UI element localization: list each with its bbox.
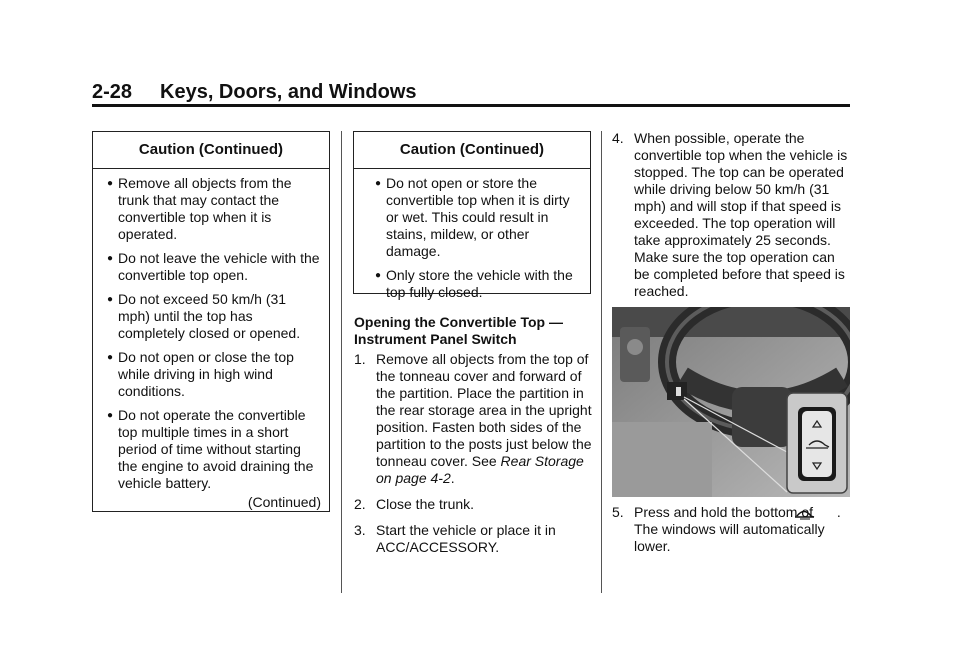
bullet-dot-icon: ● — [107, 253, 114, 264]
step-5: 5. Press and hold the bottom of . The windows will automatically lower. — [612, 504, 841, 554]
step-2: 2. Close the trunk. — [354, 496, 475, 512]
caution-box-middle — [353, 131, 591, 300]
caution-bullet: ● Only store the vehicle with the top fully closed. — [375, 267, 573, 300]
caution-bullet: ● Do not operate the convertible top multiple times in a short period of time without starting the engine to avoid draining the vehicle battery. — [107, 407, 314, 491]
bullet-dot-icon: ● — [107, 352, 114, 363]
bullet-dot-icon: ● — [107, 178, 114, 189]
section-heading: Opening the Convertible Top — Instrument Panel Switch — [354, 314, 563, 347]
step-3: 3. Start the vehicle or place it in ACC/ACCESSORY. — [354, 522, 556, 555]
continued-label: (Continued) — [247, 494, 321, 510]
caution-heading: Caution (Continued) — [354, 132, 590, 169]
page-title: Keys, Doors, and Windows — [160, 81, 417, 103]
cross-reference-link[interactable]: Rear Storage on page 4-2 — [376, 453, 584, 486]
convertible-top-icon — [817, 506, 837, 520]
bullet-dot-icon: ● — [375, 178, 382, 189]
steps-right-bottom — [612, 504, 852, 564]
steps-right-top — [612, 130, 852, 309]
bullet-dot-icon: ● — [375, 270, 382, 281]
caution-bullet: ● Do not leave the vehicle with the convertible top open. — [107, 250, 320, 283]
steering-wheel-illustration — [612, 307, 850, 497]
page-number: 2-28 — [92, 81, 133, 103]
bullet-dot-icon: ● — [107, 294, 114, 305]
column-divider-2 — [601, 131, 602, 593]
caution-bullet: ● Do not open or store the convertible top when it is dirty or wet. This could result in stains, mildew, or other damage. — [375, 175, 570, 259]
header-rule — [92, 104, 850, 107]
caution-bullet: ● Do not open or close the top while driving in high wind conditions. — [107, 349, 294, 399]
caution-bullet: ● Remove all objects from the trunk that may contact the convertible top when it is operated. — [107, 175, 292, 242]
step-4: 4. When possible, operate the convertible top when the vehicle is stopped. The top can be operated while driving below 50 km/h (31 mph) and will stop if that speed is exceeded. The top operation will take approximately 25 seconds. Make sure the top operation can be completed before that speed is reached. — [612, 130, 848, 299]
instrument-panel-photo — [612, 307, 850, 497]
caution-heading: Caution (Continued) — [93, 132, 329, 169]
caution-bullet: ● Do not exceed 50 km/h (31 mph) until the top has completely closed or opened. — [107, 291, 301, 341]
caution-box-left — [92, 131, 330, 512]
steps-middle — [354, 351, 599, 565]
step-1: 1. Remove all objects from the top of the tonneau cover and forward of the partition. Place the partition in the rear storage area in the upright position. Fasten both sides of the partition to the posts just below the tonneau cover. See Rear Storage on page 4-2. — [354, 351, 592, 486]
column-divider-1 — [341, 131, 342, 593]
bullet-dot-icon: ● — [107, 410, 114, 421]
